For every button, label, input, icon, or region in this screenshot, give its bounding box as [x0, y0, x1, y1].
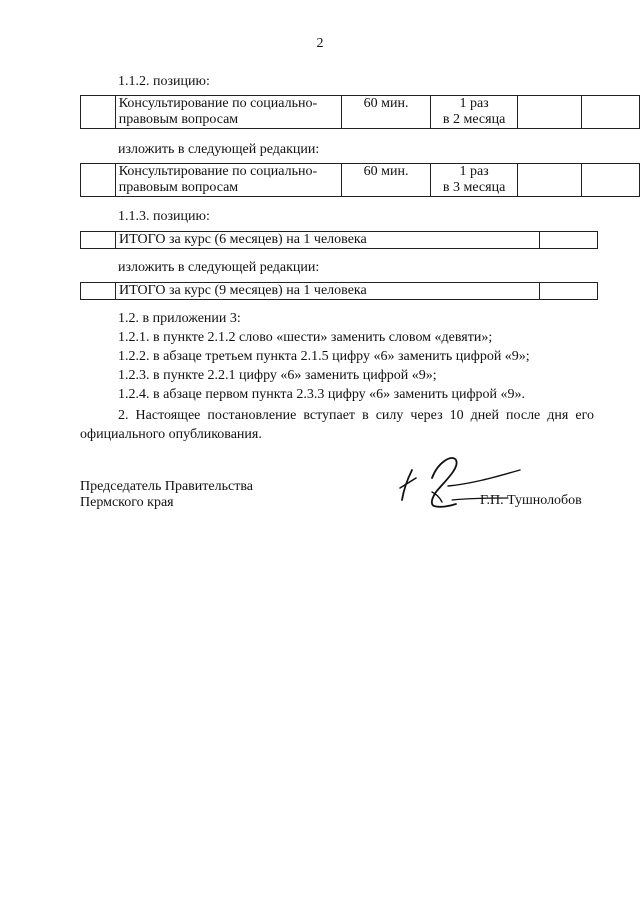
- signatory-title: [80, 479, 253, 511]
- cell-extra2: [582, 164, 640, 197]
- service-name-line1: Консультирование по социально-: [118, 164, 318, 179]
- cell-service-name: [115, 164, 341, 197]
- service-name-line2: правовым вопросам: [118, 112, 239, 127]
- cell-extra: [540, 232, 598, 249]
- frequency-line2: в 3 месяца: [442, 180, 506, 195]
- signatory-title-line1: Председатель Правительства: [80, 479, 253, 494]
- signatory-name: Г.П. Тушнолобов: [480, 493, 582, 508]
- frequency-line1: 1 раз: [459, 164, 489, 179]
- table-row: [81, 232, 598, 249]
- frequency-line2: в 2 месяца: [442, 112, 506, 127]
- section-1-1-2-intro: 1.1.2. позицию:: [118, 74, 210, 89]
- service-name-line2: правовым вопросам: [118, 180, 239, 195]
- table-old-total: [80, 231, 598, 249]
- cell-num: [81, 164, 116, 197]
- cell-extra: [540, 283, 598, 300]
- cell-frequency: [431, 164, 518, 197]
- section-1-2-intro: 1.2. в приложении 3:: [118, 311, 241, 326]
- cell-duration: 60 мин.: [341, 96, 431, 129]
- table-new-total: [80, 282, 598, 300]
- cell-duration: 60 мин.: [341, 164, 431, 197]
- list-item: 1.2.1. в пункте 2.1.2 слово «шести» заменить словом «девяти»;: [118, 330, 493, 345]
- list-item: 1.2.4. в абзаце первом пункта 2.3.3 цифру «6» заменить цифрой «9».: [118, 387, 526, 402]
- list-item: 1.2.3. в пункте 2.2.1 цифру «6» заменить цифрой «9»;: [118, 368, 437, 383]
- cell-extra1: [517, 164, 581, 197]
- frequency-line1: 1 раз: [459, 96, 489, 111]
- cell-total-label: ИТОГО за курс (9 месяцев) на 1 человека: [116, 283, 540, 300]
- cell-frequency: [431, 96, 518, 129]
- page-number: 2: [316, 36, 324, 51]
- cell-extra2: [582, 96, 640, 129]
- cell-num: [81, 283, 116, 300]
- cell-service-name: [115, 96, 341, 129]
- list-item: 1.2.2. в абзаце третьем пункта 2.1.5 цифру «6» заменить цифрой «9»;: [118, 349, 530, 364]
- section-1-1-3-intro: 1.1.3. позицию:: [118, 209, 210, 224]
- cell-extra1: [517, 96, 581, 129]
- table-row: [81, 96, 640, 129]
- signatory-title-line2: Пермского края: [80, 495, 174, 510]
- cell-total-label: ИТОГО за курс (6 месяцев) на 1 человека: [116, 232, 540, 249]
- service-name-line1: Консультирование по социально-: [118, 96, 318, 111]
- replace-text-1: изложить в следующей редакции:: [118, 142, 320, 157]
- cell-num: [81, 232, 116, 249]
- table-new-consulting: [80, 163, 640, 197]
- clause-2: 2. Настоящее постановление вступает в силу через 10 дней после дня его официального опубликования.: [80, 408, 594, 442]
- cell-num: [81, 96, 116, 129]
- table-row: [81, 283, 598, 300]
- table-row: [81, 164, 640, 197]
- table-old-consulting: [80, 95, 640, 129]
- replace-text-2: изложить в следующей редакции:: [118, 260, 320, 275]
